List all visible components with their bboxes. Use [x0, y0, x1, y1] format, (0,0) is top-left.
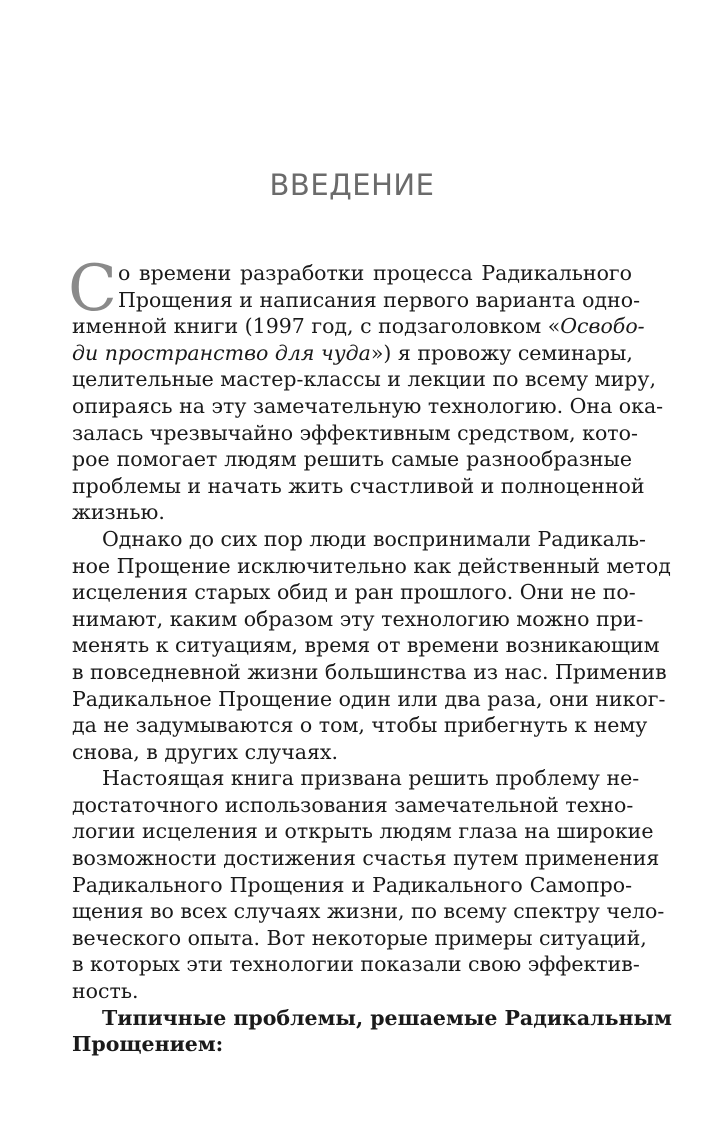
paragraph-line: ное Прощение исключительно как действенный метод [72, 553, 671, 578]
subheading-line: Прощением: [72, 1032, 224, 1057]
chapter-heading: ВВЕДЕНИЕ [269, 168, 435, 202]
paragraph-line: в повседневной жизни большинства из нас. Применив [72, 659, 667, 684]
paragraph-line: Однако до сих пор люди воспринимали Радикаль- [102, 526, 646, 551]
drop-cap: С [68, 252, 117, 326]
paragraph-line: в которых эти технологии показали свою эффектив- [72, 952, 640, 977]
list-subheading [72, 1005, 672, 1058]
subheading-line: Типичные проблемы, решаемые Радикальным [102, 1005, 672, 1030]
paragraph-line: Радикального Прощения и Радикального Самопро- [72, 872, 632, 897]
paragraph-line: целительные мастер-классы и лекции по всему миру, [72, 367, 656, 392]
paragraph-line: возможности достижения счастья путем применения [72, 846, 660, 871]
paragraph-line: о времени разработки процесса Радикального [118, 261, 632, 285]
paragraph-line: да не задумываются о том, чтобы прибегнуть к нему [72, 713, 648, 738]
paragraph-line: Прощения и написания первого варианта одно- [118, 287, 640, 312]
paragraph-line: Радикальное Прощение один или два раза, они никог- [72, 686, 666, 711]
paragraph-line: именной книги (1997 год, с подзаголовком «Освобо- [72, 314, 645, 339]
paragraph-line: менять к ситуациям, время от времени возникающим [72, 633, 660, 658]
paragraph-line: веческого опыта. Вот некоторые примеры ситуаций, [72, 925, 647, 950]
paragraph-1 [68, 252, 664, 526]
paragraph-line: рое помогает людям решить самые разнообразные [72, 447, 632, 472]
paragraph-line: снова, в других случаях. [72, 739, 338, 764]
paragraph-line: залась чрезвычайно эффективным средством, кото- [72, 420, 638, 445]
book-page [68, 0, 672, 1133]
paragraph-line: щения во всех случаях жизни, по всему спектру чело- [72, 899, 665, 924]
paragraph-line: проблемы и начать жить счастливой и полноценной [72, 473, 645, 498]
paragraph-line: опираясь на эту замечательную технологию. Она ока- [72, 393, 664, 418]
body-text [68, 252, 672, 1058]
paragraph-line: достаточного использования замечательной техно- [72, 792, 634, 817]
paragraph-line: исцеления старых обид и ран прошлого. Они не по- [72, 580, 636, 605]
paragraph-line: ность. [72, 979, 139, 1004]
paragraph-line: нимают, каким образом эту технологию можно при- [72, 606, 644, 631]
paragraph-3 [72, 765, 665, 1004]
paragraph-line: ди пространство для чуда») я провожу семинары, [72, 340, 633, 365]
paragraph-line: жизнью. [72, 500, 165, 525]
paragraph-line: Настоящая книга призвана решить проблему не- [102, 766, 640, 791]
paragraph-2 [72, 526, 671, 765]
paragraph-line: логии исцеления и открыть людям глаза на широкие [72, 819, 654, 844]
